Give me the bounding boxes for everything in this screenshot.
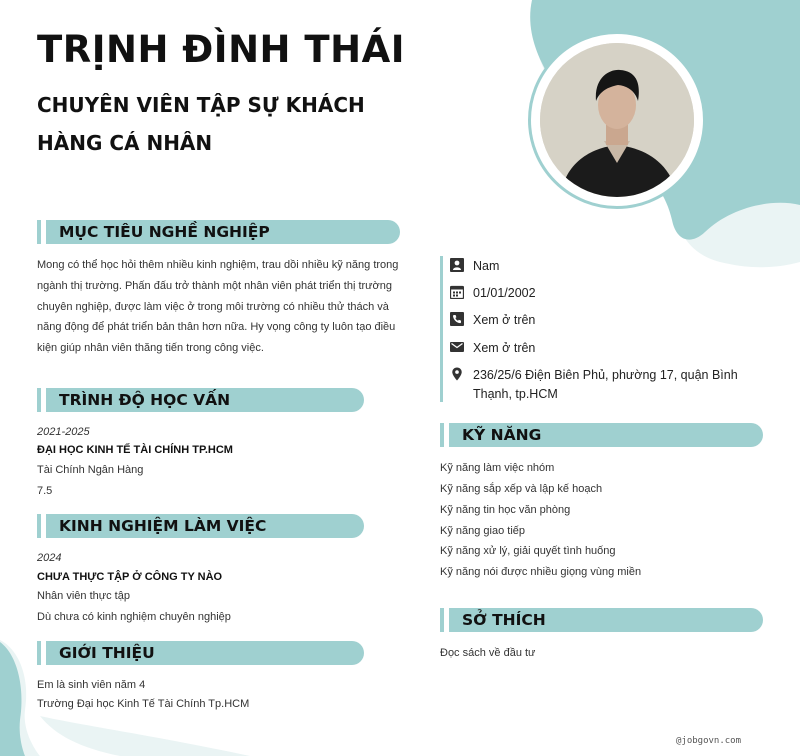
contact-birthday bbox=[450, 284, 536, 303]
skill-item: Kỹ năng giao tiếp bbox=[440, 525, 526, 537]
education-major: Tài Chính Ngân Hàng bbox=[37, 464, 144, 476]
hobbies-text: Đọc sách về đầu tư bbox=[440, 647, 536, 659]
gender-value: Nam bbox=[473, 259, 500, 273]
experience-period: 2024 bbox=[37, 552, 62, 564]
skill-item: Kỹ năng xử lý, giải quyết tình huống bbox=[440, 545, 616, 557]
education-gpa: 7.5 bbox=[37, 485, 53, 497]
person-icon bbox=[450, 258, 464, 272]
education-period: 2021-2025 bbox=[37, 426, 90, 438]
job-title: CHUYÊN VIÊN TẬP SỰ KHÁCH HÀNG CÁ NHÂN bbox=[37, 93, 365, 155]
skill-item: Kỹ năng làm việc nhóm bbox=[440, 462, 555, 474]
email-value: Xem ở trên bbox=[473, 341, 536, 355]
section-header-education bbox=[37, 388, 364, 412]
watermark: @jobgovn.com bbox=[676, 736, 742, 746]
section-header-intro bbox=[37, 641, 364, 665]
birthday-value: 01/01/2002 bbox=[473, 286, 536, 300]
profile-photo bbox=[540, 43, 694, 197]
skill-item: Kỹ năng tin học văn phòng bbox=[440, 504, 571, 516]
skill-item: Kỹ năng nói được nhiều giọng vùng miền bbox=[440, 566, 642, 578]
section-header-experience bbox=[37, 514, 364, 538]
calendar-icon bbox=[450, 285, 464, 299]
section-header-hobbies bbox=[440, 608, 763, 632]
address-value: 236/25/6 Điện Biên Phủ, phường 17, quận Bình Thạnh, tp.HCM bbox=[473, 368, 738, 401]
contact-rule bbox=[440, 256, 443, 402]
skill-item: Kỹ năng sắp xếp và lập kế hoạch bbox=[440, 483, 603, 495]
section-header-skills bbox=[440, 423, 763, 447]
experience-description: Dù chưa có kinh nghiệm chuyên nghiệp bbox=[37, 611, 231, 623]
candidate-name: TRỊNH ĐÌNH THÁI bbox=[37, 28, 405, 71]
experience-company: CHƯA THỰC TẬP Ở CÔNG TY NÀO bbox=[37, 571, 223, 583]
section-title: GIỚI THIỆU bbox=[59, 644, 155, 662]
contact-address bbox=[450, 366, 760, 404]
section-header-objective bbox=[37, 220, 400, 244]
phone-value: Xem ở trên bbox=[473, 313, 536, 327]
section-title: SỞ THÍCH bbox=[462, 611, 546, 629]
section-title: KỸ NĂNG bbox=[462, 426, 542, 444]
profile-photo-frame bbox=[528, 31, 706, 209]
education-school: ĐẠI HỌC KINH TẾ TÀI CHÍNH TP.HCM bbox=[37, 444, 233, 456]
section-title: MỤC TIÊU NGHỀ NGHIỆP bbox=[59, 223, 270, 241]
location-pin-icon bbox=[450, 367, 464, 381]
intro-line-2: Trường Đại học Kinh Tế Tài Chính Tp.HCM bbox=[37, 698, 250, 710]
phone-icon bbox=[450, 312, 464, 326]
contact-phone bbox=[450, 311, 535, 330]
contact-gender bbox=[450, 257, 499, 276]
experience-position: Nhân viên thực tập bbox=[37, 590, 130, 602]
objective-text: Mong có thể học hỏi thêm nhiều kinh nghiệm, trau dồi nhiều kỹ năng trong ngành thị trường. Phấn đấu trở thành một nhân viên phát triển thị trường chuyên nghiệp, được làm việc ở trong môi trường có nhiều thử thách và năng động để phát triển bản thân hơn nữa. Hy vọng công ty luôn tạo điều kiện giúp nhân viên thăng tiến trong công việc. bbox=[37, 259, 399, 355]
contact-email bbox=[450, 339, 535, 358]
section-title: TRÌNH ĐỘ HỌC VẤN bbox=[59, 391, 231, 409]
intro-line-1: Em là sinh viên năm 4 bbox=[37, 679, 146, 691]
section-title: KINH NGHIỆM LÀM VIỆC bbox=[59, 517, 267, 535]
email-icon bbox=[450, 340, 464, 354]
